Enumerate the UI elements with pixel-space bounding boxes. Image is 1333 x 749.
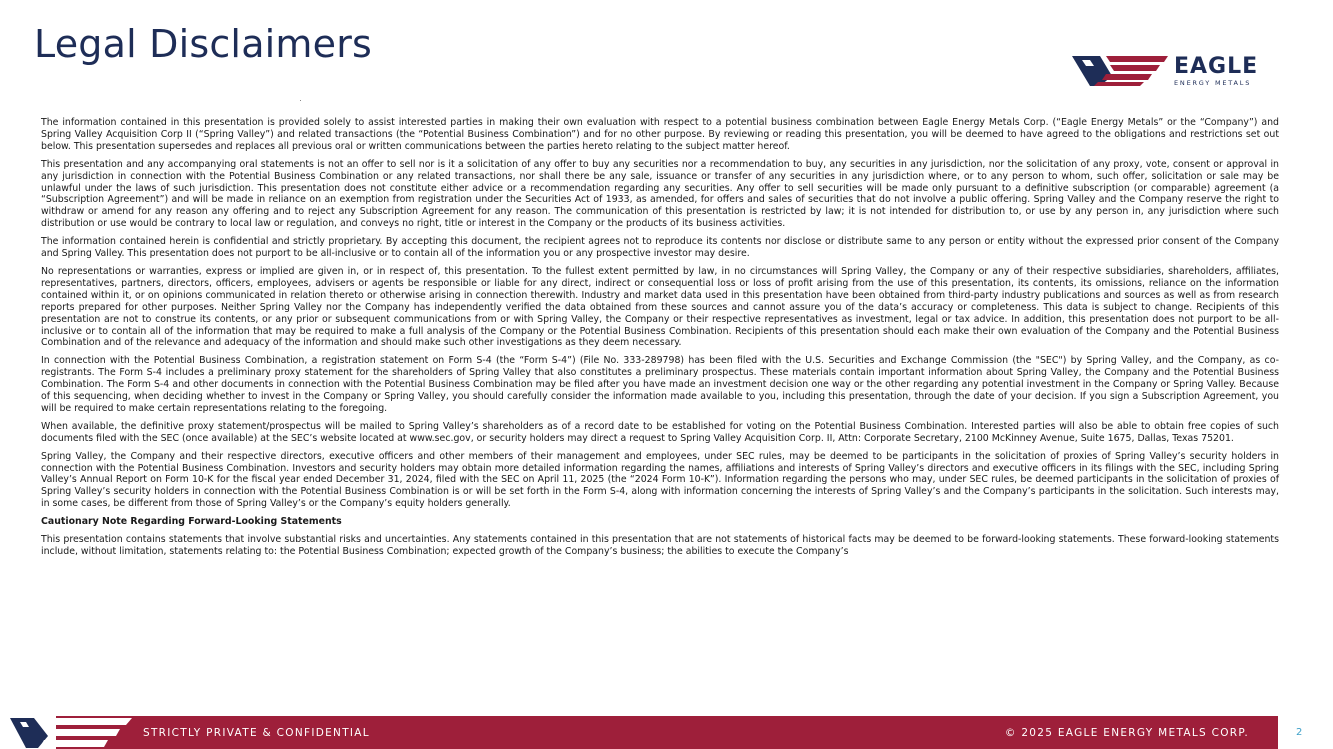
cautionary-heading: Cautionary Note Regarding Forward-Looking Statements [41, 516, 342, 528]
confidential-label: STRICTLY PRIVATE & CONFIDENTIAL [143, 727, 370, 739]
disclaimer-paragraph: The information contained in this presentation is provided solely to assist interested parties in making their own evaluation with respect to a potential business combination between Eagle Energy Metals Corp. (“Eagle Energy Metals” or the “Company”) and Spring Valley Acquisition Corp II (“Spring Valley”) and related transactions (the “Potential Business Combination”) and for no other purpose. By reviewing or reading this presentation, you will be deemed to have agreed to the obligations and restrictions set out below. This presentation supersedes and replaces all previous oral or written communications between the parties hereto relating to the subject matter hereof. [41, 117, 1279, 152]
disclaimer-paragraph: In connection with the Potential Business Combination, a registration statement on Form S-4 (the “Form S-4”) (File No. 333-289798) has been filed with the U.S. Securities and Exchange Commission (the "SEC") by Spring Valley, and the Company, as co-registrants. The Form S-4 includes a preliminary proxy statement for the shareholders of Spring Valley that also constitutes a preliminary prospectus. These materials contain important information about Spring Valley, the Company and the Potential Business Combination. The Form S-4 and other documents in connection with the Potential Business Combination may be filed after you have made an investment decision one way or the other regarding any potential investment in the Company or Spring Valley. Because of this sequencing, when deciding whether to invest in the Company or Spring Valley, you should carefully consider the information made available to you, including this presentation, through the date of your decision. If you sign a Subscription Agreement, you will be required to make certain representations relating to the foregoing. [41, 355, 1279, 414]
eagle-logo-icon [1070, 52, 1170, 88]
page-number: 2 [1296, 727, 1303, 738]
footer [0, 716, 1333, 749]
disclaimer-paragraph: Spring Valley, the Company and their respective directors, executive officers and other members of their management and employees, under SEC rules, may be deemed to be participants in the solicitation of proxies of Spring Valley’s security holders in connection with the Potential Business Combination. Investors and security holders may obtain more detailed information regarding the names, affiliations and interests of Spring Valley’s directors and executive officers in its filings with the SEC, including Spring Valley’s Annual Report on Form 10-K for the fiscal year ended December 31, 2024, filed with the SEC on April 11, 2025 (the “2024 Form 10-K”). Information regarding the persons who may, under SEC rules, be deemed participants in the solicitation of proxies of Spring Valley’s security holders in connection with the Potential Business Combination is or will be set forth in the Form S-4, along with information concerning the interests of Spring Valley’s and the Company’s participants in the solicitation. Such interests may, in some cases, be different from those of Spring Valley’s or the Company’s equity holders generally. [41, 450, 1279, 510]
page-title: Legal Disclaimers [34, 22, 373, 66]
eagle-energy-metals-logo [1070, 52, 1275, 92]
disclaimer-paragraph: When available, the definitive proxy statement/prospectus will be mailed to Spring Valley’s shareholders as of a record date to be established for voting on the Potential Business Combination. Interested parties will also be able to obtain free copies of such documents filed with the SEC (once available) at the SEC’s website located at www.sec.gov, or security holders may direct a request to Spring Valley Acquisition Corp. II, Attn: Corporate Secretary, 2100 McKinney Avenue, Suite 1675, Dallas, Texas 75201. [41, 420, 1279, 444]
cautionary-paragraph: This presentation contains statements that involve substantial risks and uncertainties. Any statements contained in this presentation that are not statements of historical facts may be deemed to be forward-looking statements. These forward-looking statements include, without limitation, statements relating to: the Potential Business Combination; expected growth of the Company’s business; the abilities to execute the Company’s [41, 534, 1279, 557]
logo-wordmark: EAGLE [1174, 54, 1259, 79]
copyright-label: © 2025 EAGLE ENERGY METALS CORP. [1004, 727, 1249, 739]
logo-subtitle: ENERGY METALS [1174, 79, 1252, 87]
disclaimer-body [41, 117, 1279, 564]
stray-dot [300, 100, 301, 101]
disclaimer-paragraph: No representations or warranties, express or implied are given in, or in respect of, this presentation. To the fullest extent permitted by law, in no circumstances will Spring Valley, the Company or any of their respective subsidiaries, shareholders, affiliates, representatives, partners, directors, officers, employees, advisers or agents be responsible or liable for any direct, indirect or consequential loss or loss of profit arising from the use of this presentation, its contents, its omissions, reliance on the information contained within it, or on opinions communicated in relation thereto or otherwise arising in connection therewith. Industry and market data used in this presentation have been obtained from third-party industry publications and sources as well as from research reports prepared for other purposes. Neither Spring Valley nor the Company has independently verified the data obtained from these sources and cannot assure you of the data’s accuracy or completeness. This data is subject to change. Recipients of this presentation are not to construe its contents, or any prior or subsequent communications from or with Spring Valley, the Company or their respective representatives as investment, legal or tax advice. In addition, this presentation does not purport to be all-inclusive or to contain all of the information that may be required to make a full analysis of the Company or the Potential Business Combination. Recipients of this presentation should each make their own evaluation of the Company and the Potential Business Combination and of the relevance and adequacy of the information and should make such other investigations as they deem necessary. [41, 265, 1279, 349]
disclaimer-paragraph: This presentation and any accompanying oral statements is not an offer to sell nor is it a solicitation of any offer to buy any securities nor a recommendation to buy, any securities in any jurisdiction, nor the solicitation of any proxy, vote, consent or approval in any jurisdiction in connection with the Potential Business Combination or any related transactions, nor shall there be any sale, issuance or transfer of any securities in any jurisdiction where, or to any person to whom, such offer, solicitation or sale may be unlawful under the laws of such jurisdiction. This presentation does not constitute either advice or a recommendation regarding any securities. Any offer to sell securities will be made only pursuant to a definitive subscription (or comparable) agreement (a “Subscription Agreement”) and will be made in reliance on an exemption from registration under the Securities Act of 1933, as amended, for offers and sales of securities that do not involve a public offering. Spring Valley and the Company reserve the right to withdraw or amend for any reason any offering and to reject any Subscription Agreement for any reason. The communication of this presentation is restricted by law; it is not intended for distribution to, or use by any person in, any jurisdiction where such distribution or use would be contrary to local law or regulation, and conveys no right, title or interest in the Company or the products of its business activities. [41, 158, 1279, 230]
disclaimer-paragraph: The information contained herein is confidential and strictly proprietary. By accepting this document, the recipient agrees not to reproduce its contents nor disclose or distribute same to any person or entity without the expressed prior consent of the Company and Spring Valley. This presentation does not purport to be all-inclusive or to contain all of the information you or any prospective investor may desire. [41, 236, 1279, 260]
footer-eagle-logo-icon [8, 716, 133, 749]
